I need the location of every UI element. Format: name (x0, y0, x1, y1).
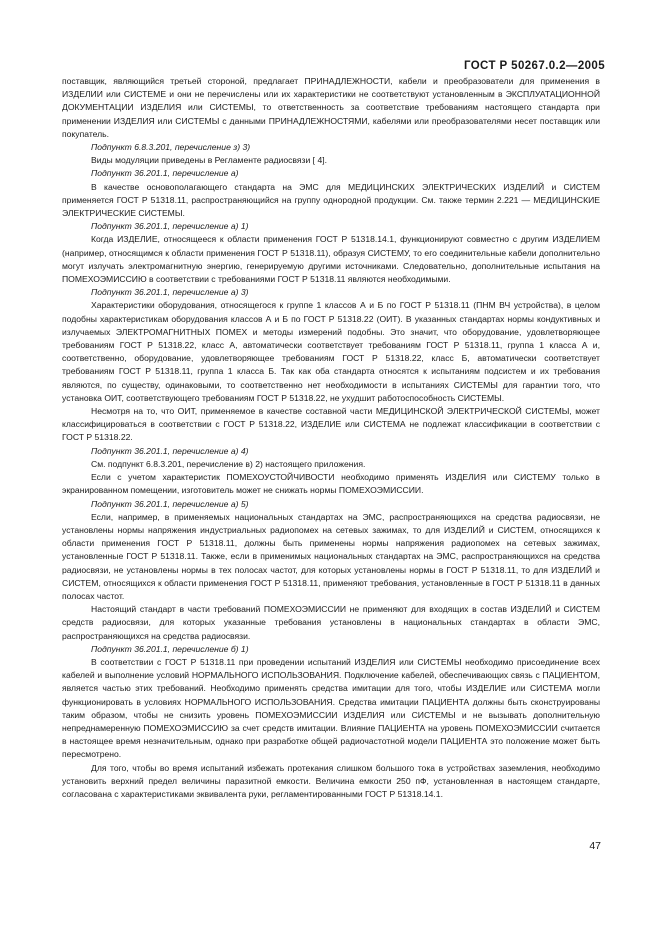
clause-reference: Подпункт 36.201.1, перечисление а) 3) (91, 287, 249, 298)
paragraph: Несмотря на то, что ОИТ, применяемое в качестве составной части МЕДИЦИНСКОЙ ЭЛЕКТРИЧЕСКОЙ СИСТЕМЫ, может классифицироваться в соответствии с ГОСТ Р 51318.22, ИЗДЕЛИЕ или СИСТЕМА не подлежат классификации в соответствии с ГОСТ Р 51318.22. (62, 406, 600, 443)
paragraph: Когда ИЗДЕЛИЕ, относящееся к области применения ГОСТ Р 51318.14.1, функционируют совместно с другим ИЗДЕЛИЕМ (например, относящимся к области применения ГОСТ Р 51318.11), образуя СИСТЕМУ, то его соединительные кабели дополнительно могут излучать электромагнитную энергию, генерируемую другими источниками. Следовательно, дополнительные испытания на ПОМЕХОЭМИССИЮ в соответствии с требованиями ГОСТ Р 51318.11 являются необходимыми. (62, 234, 600, 285)
paragraph: Настоящий стандарт в части требований ПОМЕХОЭМИССИИ не применяют для входящих в состав ИЗДЕЛИЙ и СИСТЕМ средств радиосвязи, для которых указанные требования установлены в национальных стандартах в области ЭМС, распространяющихся на средства радиосвязи. (62, 604, 600, 641)
paragraph: Для того, чтобы во время испытаний избежать протекания слишком большого тока в устройствах заземления, необходимо установить верхний предел величины паразитной емкости. Величина емкости 250 пФ, установленная в настоящем стандарте, согласована с характеристиками эквивалента руки, регламентированными ГОСТ Р 51318.14.1. (62, 762, 600, 799)
clause-reference: Подпункт 36.201.1, перечисление а) 5) (91, 498, 249, 509)
document-body (62, 75, 600, 801)
clause-reference: Подпункт 36.201.1, перечисление б) 1) (91, 643, 249, 654)
clause-reference: Подпункт 36.201.1, перечисление а) 4) (91, 445, 249, 456)
paragraph: См. подпункт 6.8.3.201, перечисление в) 2) настоящего приложения. (91, 458, 366, 469)
paragraph: Если, например, в применяемых национальных стандартах на ЭМС, распространяющихся на средства радиосвязи, не установлены нормы напряжения индустриальных радиопомех на сетевых зажимах, то для ИЗДЕЛИЙ и СИСТЕМ, относящихся к области применения ГОСТ Р 51318.11, должны быть применены нормы напряжения радиопомех на сетевых зажимах, установленные ГОСТ Р 51318.11. Также, если в применимых национальных стандартах на ЭМС, распространяющихся на средства радиосвязи, не установлены нормы в тех полосах частот, для которых установлены нормы в ГОСТ Р 51318.11, то для ИЗДЕЛИЙ и СИСТЕМ, относящихся к области применения ГОСТ Р 51318.11, применяют требования, установленные в ГОСТ Р 51318.11 в данных полосах частот. (62, 511, 600, 601)
clause-reference: Подпункт 36.201.1, перечисление а) 1) (91, 221, 249, 232)
paragraph: Виды модуляции приведены в Регламенте радиосвязи [ 4]. (91, 155, 328, 166)
paragraph: Если с учетом характеристик ПОМЕХОУСТОЙЧИВОСТИ необходимо применять ИЗДЕЛИЯ или СИСТЕМУ только в экранированном помещении, изготовитель может не снижать нормы ПОМЕХОЭМИССИИ. (62, 472, 600, 496)
clause-reference: Подпункт 6.8.3.201, перечисление з) 3) (91, 142, 251, 153)
paragraph: Характеристики оборудования, относящегося к группе 1 классов А и Б по ГОСТ Р 51318.11 (ПНМ ВЧ устройства), в целом подобны характеристикам оборудования классов А и Б по ГОСТ Р 51318.22 (ОИТ). В указанных стандартах нормы кондуктивных и излучаемых ЭЛЕКТРОМАГНИТНЫХ ПОМЕХ и методы измерений подобны. Это значит, что оборудование, удовлетворяющее требованиям ГОСТ Р 51318.22, класс А, автоматически соответствует требованиям ГОСТ Р 51318.11, группа 1 класса А и, соответственно, оборудование, удовлетворяющее требованиям ГОСТ Р 51318.22, класс Б, автоматически соответствует требованиям ГОСТ Р 51318.11, группа 1 класса Б. Так как оба стандарта относятся к испытаниям подсистем и их требования являются, по существу, одинаковыми, то соответственно нет необходимости в испытаниях СИСТЕМЫ для гарантии того, что установка ОИТ, соответствующего требованиям ГОСТ Р 51318.22, не ухудшит работоспособность СИСТЕМЫ. (62, 300, 600, 403)
document-header: ГОСТ Р 50267.0.2—2005 (463, 60, 605, 72)
page-number: 47 (589, 840, 601, 852)
clause-reference: Подпункт 36.201.1, перечисление а) (91, 168, 239, 179)
paragraph: поставщик, являющийся третьей стороной, предлагает ПРИНАДЛЕЖНОСТИ, кабели и преобразователи для применения в ИЗДЕЛИИ или СИСТЕМЕ и они не перечислены или их характеристики не соответствуют установленным в ЭКСПЛУАТАЦИОННОЙ ДОКУМЕНТАЦИИ ИЗДЕЛИЯ или СИСТЕМЫ, то ответственность за соответствие требованиям настоящего стандарта при применении ИЗДЕЛИЯ или СИСТЕМЫ с данными ПРИНАДЛЕЖНОСТЯМИ, кабелями или преобразователями несет поставщик или покупатель. (62, 76, 600, 139)
paragraph: В соответствии с ГОСТ Р 51318.11 при проведении испытаний ИЗДЕЛИЯ или СИСТЕМЫ необходимо присоединение всех кабелей и выполнение условий НОРМАЛЬНОГО ИСПОЛЬЗОВАНИЯ. Подключение кабелей, обеспечивающих связь с ПАЦИЕНТОМ, является частью этих требований. Необходимо применять средства имитации для того, чтобы ИЗДЕЛИЕ или СИСТЕМА могли функционировать в условиях НОРМАЛЬНОГО ИСПОЛЬЗОВАНИЯ. Средства имитации ПАЦИЕНТА должны быть сконструированы таким образом, чтобы не снизить уровень ПОМЕХОЭМИССИИ ИЗДЕЛИЯ или СИСТЕМЫ и не вызывать дополнительную непреднамеренную ПОМЕХОЭМИССИЮ за счет средств имитации. Влияние ПАЦИЕНТА на уровень ПОМЕХОЭМИССИИ считается в настоящее время незначительным, однако при разработке общей радиочастотной модели ПАЦИЕНТА это положение может быть пересмотрено. (62, 656, 600, 760)
paragraph: В качестве основополагающего стандарта на ЭМС для МЕДИЦИНСКИХ ЭЛЕКТРИЧЕСКИХ ИЗДЕЛИЙ и СИСТЕМ применяется ГОСТ Р 51318.11, распространяющийся на группу однородной продукции. См. также термин 2.221 — МЕДИЦИНСКИЕ ЭЛЕКТРИЧЕСКИЕ СИСТЕМЫ. (62, 181, 600, 219)
